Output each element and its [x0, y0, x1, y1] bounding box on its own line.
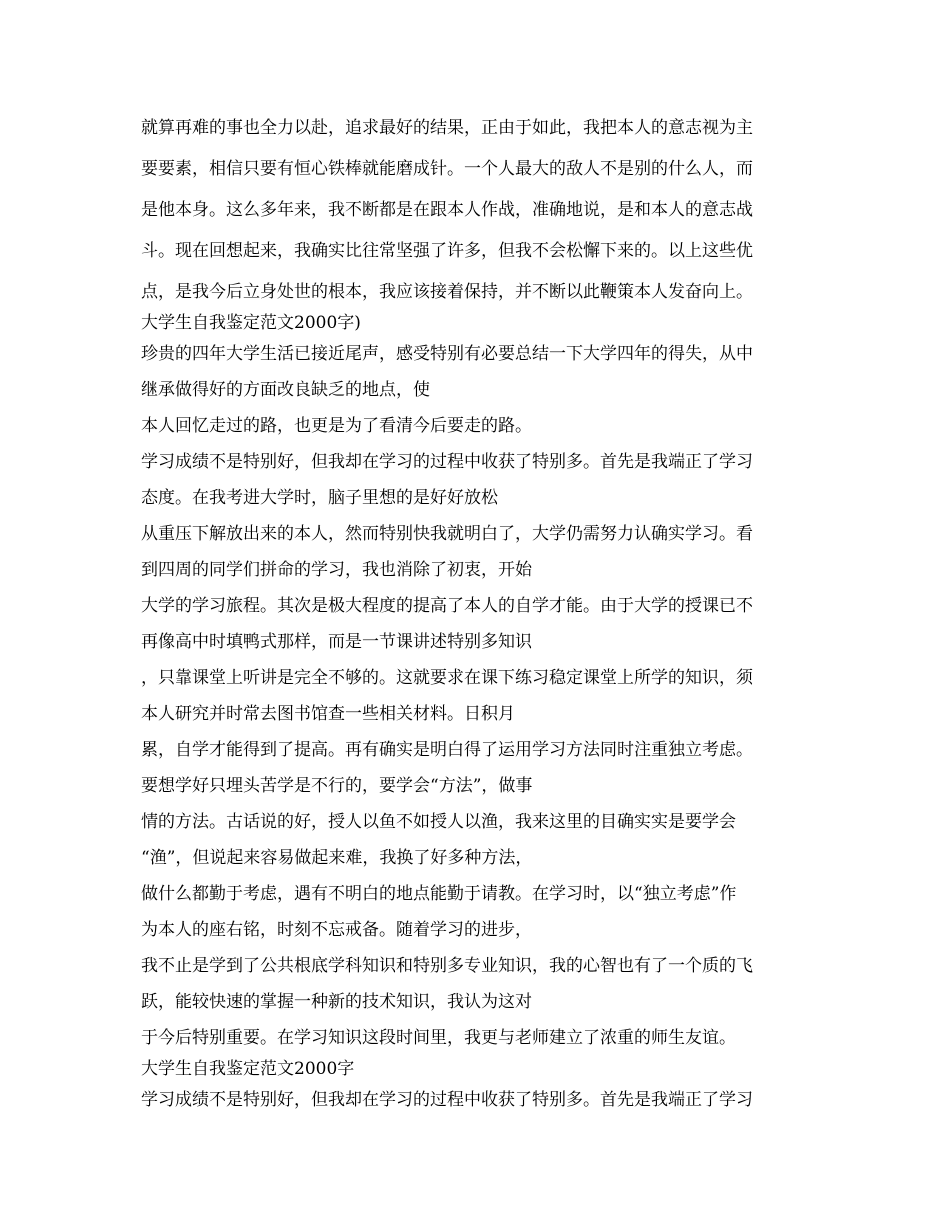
text-line: 要要素，相信只要有恒心铁棒就能磨成针。一个人最大的敌人不是别的什么人，而	[141, 159, 753, 179]
text-line: 本人研究并时常去图书馆查一些相关材料。日积月	[141, 704, 515, 724]
text-line: 斗。现在回想起来，我确实比往常坚强了许多，但我不会松懈下来的。以上这些优	[141, 241, 753, 261]
text-line: 累，自学才能得到了提高。再有确实是明白得了运用学习方法同时注重独立考虑。	[141, 740, 753, 760]
text-line: 是他本身。这么多年来，我不断都是在跟本人作战，准确地说，是和本人的意志战	[141, 200, 753, 220]
text-line: 我不止是学到了公共根底学科知识和特别多专业知识，我的心智也有了一个质的飞	[141, 956, 753, 976]
text-line: ，只靠课堂上听讲是完全不够的。这就要求在课下练习稳定课堂上所学的知识，须	[141, 668, 753, 688]
text-line: 珍贵的四年大学生活已接近尾声，感受特别有必要总结一下大学四年的得失，从中	[141, 344, 753, 364]
text-line: 跃，能较快速的掌握一种新的技术知识，我认为这对	[141, 992, 532, 1012]
text-line: 继承做得好的方面改良缺乏的地点，使	[141, 380, 430, 400]
text-line: 要想学好只埋头苦学是不行的，要学会“方法”，做事	[141, 776, 533, 796]
text-line: 本人回忆走过的路，也更是为了看清今后要走的路。	[141, 416, 532, 436]
section-title: 大学生自我鉴定范文2000字)	[141, 313, 361, 333]
text-line: 点，是我今后立身处世的根本，我应该接着保持，并不断以此鞭策本人发奋向上。	[141, 282, 753, 302]
document-body	[141, 116, 821, 1113]
text-line: 到四周的同学们拼命的学习，我也消除了初衷，开始	[141, 560, 532, 580]
text-line: 从重压下解放出来的本人，然而特别快我就明白了，大学仍需努力认确实学习。看	[141, 524, 753, 544]
text-line: 态度。在我考进大学时，脑子里想的是好好放松	[141, 488, 498, 508]
text-line: 大学的学习旅程。其次是极大程度的提高了本人的自学才能。由于大学的授课已不	[141, 596, 753, 616]
text-line: 做什么都勤于考虑，遇有不明白的地点能勤于请教。在学习时，以“独立考虑”作	[141, 884, 737, 904]
text-line: 情的方法。古话说的好，授人以鱼不如授人以渔，我来这里的目确实实是要学会	[141, 812, 736, 832]
text-line: “渔”，但说起来容易做起来难，我换了好多种方法，	[141, 848, 533, 868]
text-line: 于今后特别重要。在学习知识这段时间里，我更与老师建立了浓重的师生友谊。	[141, 1028, 736, 1048]
text-line: 学习成绩不是特别好，但我却在学习的过程中收获了特别多。首先是我端正了学习	[141, 452, 753, 472]
text-line: 再像高中时填鸭式那样，而是一节课讲述特别多知识	[141, 632, 532, 652]
text-line: 学习成绩不是特别好，但我却在学习的过程中收获了特别多。首先是我端正了学习	[141, 1090, 753, 1110]
text-line: 为本人的座右铭，时刻不忘戒备。随着学习的进步，	[141, 920, 532, 940]
section-title: 大学生自我鉴定范文2000字	[141, 1059, 355, 1079]
text-line: 就算再难的事也全力以赴，追求最好的结果，正由于如此，我把本人的意志视为主	[141, 118, 753, 138]
